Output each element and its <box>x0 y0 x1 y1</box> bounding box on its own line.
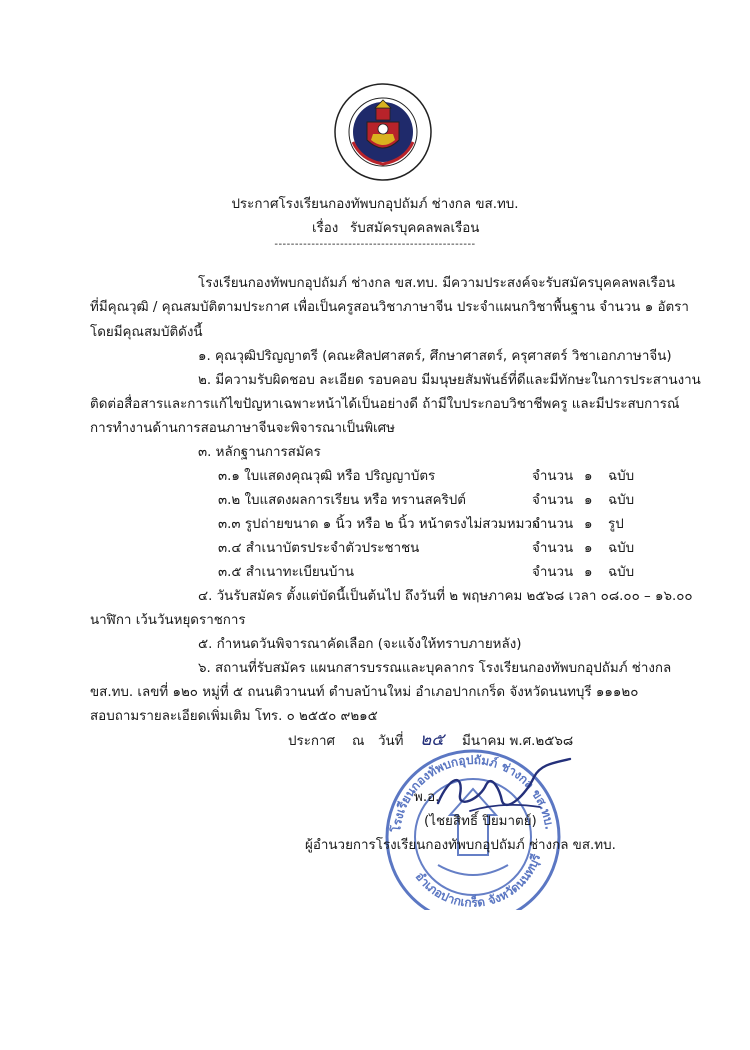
item-6-line-1: ๖. สถานที่รับสมัคร แผนกสารบรรณและบุคลากร โรงเรียนกองทัพบกอุปถัมภ์ ช่างกล <box>198 661 672 676</box>
svg-text:อำเภอปากเกร็ด จังหวัดนนทบุรี <box>413 852 544 910</box>
intro-line-3: โดยมีคุณสมบัติดังนี้ <box>90 325 203 340</box>
doc-qty: ๑ <box>584 469 593 484</box>
doc-name: ๓.๔ สำเนาบัตรประจำตัวประชาชน <box>218 541 420 556</box>
item-1: ๑. คุณวุฒิปริญญาตรี (คณะศิลปศาสตร์, ศึกษาศาสตร์, ครุศาสตร์ วิชาเอกภาษาจีน) <box>198 349 672 364</box>
doc-qty: ๑ <box>584 541 593 556</box>
item-2-line-1: ๒. มีความรับผิดชอบ ละเอียด รอบคอบ มีมนุษยสัมพันธ์ที่ดีและมีทักษะในการประสานงาน <box>198 373 701 388</box>
doc-name: ๓.๒ ใบแสดงผลการเรียน หรือ ทรานสคริปต์ <box>218 493 466 508</box>
signoff-name: (ไชยสิทธิ์ ปิยมาตย์) <box>424 814 537 829</box>
item-5: ๕. กำหนดวันพิจารณาคัดเลือก (จะแจ้งให้ทราบภายหลัง) <box>198 637 522 652</box>
doc-unit: ฉบับ <box>608 469 635 484</box>
announce-at: ณ <box>352 734 365 749</box>
doc-qty: ๑ <box>584 493 593 508</box>
doc-qty-label: จำนวน <box>532 493 574 508</box>
item-4-line-2: นาฬิกา เว้นวันหยุดราชการ <box>90 613 246 628</box>
page-title: ประกาศโรงเรียนกองทัพบกอุปถัมภ์ ช่างกล ขส.ทบ. <box>231 197 519 212</box>
subject: รับสมัครบุคคลพลเรือน <box>350 221 480 236</box>
item-6-line-3: สอบถามรายละเอียดเพิ่มเติม โทร. ๐ ๒๕๕๐ ๙๒๑๕ <box>90 709 378 724</box>
announce-day-label: วันที่ <box>378 734 404 749</box>
doc-qty-label: จำนวน <box>532 565 574 580</box>
doc-name: ๓.๑ ใบแสดงคุณวุฒิ หรือ ปริญญาบัตร <box>218 469 436 484</box>
stamp-text-bottom: อำเภอปากเกร็ด จังหวัดนนทบุรี <box>412 852 544 910</box>
doc-unit: ฉบับ <box>608 493 635 508</box>
doc-unit: ฉบับ <box>608 541 635 556</box>
stamp-text-top: โรงเรียนกองทัพบกอุปถัมภ์ ช่างกล ขส.ทบ. <box>389 752 557 833</box>
subject-label: เรื่อง <box>312 221 339 236</box>
signoff-rank: พ.อ. <box>414 790 440 805</box>
doc-qty: ๑ <box>584 565 593 580</box>
announce-label: ประกาศ <box>288 734 336 749</box>
item-2-line-2: ติดต่อสื่อสารและการแก้ไขปัญหาเฉพาะหน้าได้เป็นอย่างดี ถ้ามีใบประกอบวิชาชีพครู และมีประสบการณ์ <box>90 397 680 412</box>
doc-qty-label: จำนวน <box>532 469 574 484</box>
item-2-line-3: การทำงานด้านการสอนภาษาจีนจะพิจารณาเป็นพิเศษ <box>90 421 395 436</box>
handwritten-day: ๒๕ <box>420 730 445 750</box>
intro-line-1: โรงเรียนกองทัพบกอุปถัมภ์ ช่างกล ขส.ทบ. มีความประสงค์จะรับสมัครบุคคลพลเรือน <box>198 276 676 291</box>
doc-qty-label: จำนวน <box>532 541 574 556</box>
doc-qty: ๑ <box>584 517 593 532</box>
school-emblem-icon <box>333 82 433 182</box>
doc-name: ๓.๓ รูปถ่ายขนาด ๑ นิ้ว หรือ ๒ นิ้ว หน้าตรงไม่สวมหมวก <box>218 517 541 532</box>
announce-month-year: มีนาคม พ.ศ.๒๕๖๘ <box>462 734 574 749</box>
doc-qty-label: จำนวน <box>532 517 574 532</box>
item-3: ๓. หลักฐานการสมัคร <box>198 445 321 460</box>
doc-unit: ฉบับ <box>608 565 635 580</box>
doc-unit: รูป <box>608 517 624 532</box>
signoff-position: ผู้อำนวยการโรงเรียนกองทัพบกอุปถัมภ์ ช่างกล ขส.ทบ. <box>305 838 616 853</box>
intro-line-2: ที่มีคุณวุฒิ / คุณสมบัติตามประกาศ เพื่อเป็นครูสอนวิชาภาษาจีน ประจำแผนกวิชาพื้นฐาน จำนวน ๑ อัตรา <box>90 300 689 315</box>
doc-name: ๓.๕ สำเนาทะเบียนบ้าน <box>218 565 355 580</box>
item-6-line-2: ขส.ทบ. เลขที่ ๑๒๐ หมู่ที่ ๕ ถนนติวานนท์ ตำบลบ้านใหม่ อำเภอปากเกร็ด จังหวัดนนทบุรี ๑๑๑๒๐ <box>90 685 639 700</box>
item-4-line-1: ๔. วันรับสมัคร ตั้งแต่บัดนี้เป็นต้นไป ถึงวันที่ ๒ พฤษภาคม ๒๕๖๘ เวลา ๐๘.๐๐ – ๑๖.๐๐ <box>198 589 693 604</box>
header-divider: ------------------------------------------------- <box>274 239 476 250</box>
